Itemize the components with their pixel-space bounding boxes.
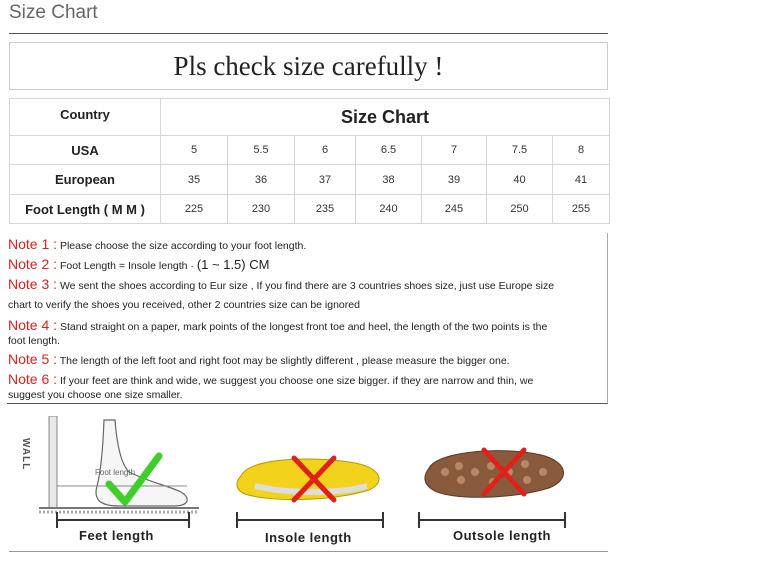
note-text: Please choose the size according to your foot length. <box>59 240 307 252</box>
measurement-illustrations <box>9 416 609 556</box>
table-cell: 230 <box>228 195 295 224</box>
note-4 <box>8 315 547 337</box>
note-text: Stand straight on a paper, mark points of the longest front toe and heel, the length of the two points is the <box>59 321 548 333</box>
table-cell: 235 <box>295 195 356 224</box>
note-3 <box>8 274 554 296</box>
table-row <box>10 136 610 165</box>
table-row <box>10 165 610 195</box>
note-4-continued: foot length. <box>8 335 60 347</box>
note-range: (1 ~ 1.5) CM <box>196 257 270 272</box>
note-1 <box>8 234 306 256</box>
foot-length-label: Foot length <box>95 468 136 477</box>
note-text: The length of the left foot and right foot may be slightly different , please measure the bigger one. <box>59 355 510 367</box>
foot-outline <box>96 420 187 506</box>
bottom-divider <box>9 551 608 552</box>
table-cell: 36 <box>228 165 295 195</box>
note-key: Note 2 : <box>8 256 58 272</box>
table-cell: 39 <box>422 165 487 195</box>
table-cell: 240 <box>356 195 422 224</box>
note-key: Note 4 : <box>8 317 58 333</box>
check-size-banner: Pls check size carefully ! <box>9 42 608 90</box>
size-notes <box>7 233 608 404</box>
wall-label: WALL <box>20 438 31 471</box>
table-cell: 250 <box>487 195 553 224</box>
table-cell: 7 <box>422 136 487 165</box>
table-cell: 6.5 <box>356 136 422 165</box>
note-6-continued: suggest you choose one size smaller. <box>8 389 183 401</box>
caption-outsole-length: Outsole length <box>453 528 551 543</box>
row-label-european: European <box>10 165 161 195</box>
note-text: Foot Length = Insole length · <box>59 260 197 272</box>
size-chart-table <box>9 98 610 224</box>
note-5 <box>8 349 510 371</box>
table-cell: 6 <box>295 136 356 165</box>
note-3-continued: chart to verify the shoes you received, other 2 countries size can be ignored <box>8 299 360 311</box>
table-cell: 38 <box>356 165 422 195</box>
note-2 <box>8 254 269 276</box>
note-text: We sent the shoes according to Eur size , If you find there are 3 countries shoes size, just use Europe size <box>59 280 555 292</box>
note-key: Note 5 : <box>8 351 58 367</box>
row-label-foot-length: Foot Length ( M M ) <box>10 195 161 224</box>
note-key: Note 1 : <box>8 236 58 252</box>
table-row <box>10 195 610 224</box>
table-cell: 5.5 <box>228 136 295 165</box>
table-cell: 7.5 <box>487 136 553 165</box>
note-text: If your feet are think and wide, we suggest you choose one size bigger. if they are narrow and thin, we <box>59 375 534 387</box>
country-header: Country <box>10 99 161 136</box>
size-chart-header: Size Chart <box>161 99 610 136</box>
section-title: Size Chart <box>9 2 98 23</box>
table-cell: 35 <box>161 165 228 195</box>
caption-feet-length: Feet length <box>79 528 154 543</box>
table-cell: 41 <box>553 165 610 195</box>
wall-shape <box>49 416 57 508</box>
table-cell: 40 <box>487 165 553 195</box>
note-key: Note 3 : <box>8 276 58 292</box>
table-cell: 255 <box>553 195 610 224</box>
table-cell: 37 <box>295 165 356 195</box>
table-cell: 5 <box>161 136 228 165</box>
table-cell: 245 <box>422 195 487 224</box>
table-cell: 8 <box>553 136 610 165</box>
table-cell: 225 <box>161 195 228 224</box>
note-key: Note 6 : <box>8 371 58 387</box>
caption-insole-length: Insole length <box>265 530 352 545</box>
row-label-usa: USA <box>10 136 161 165</box>
title-divider <box>9 33 608 34</box>
